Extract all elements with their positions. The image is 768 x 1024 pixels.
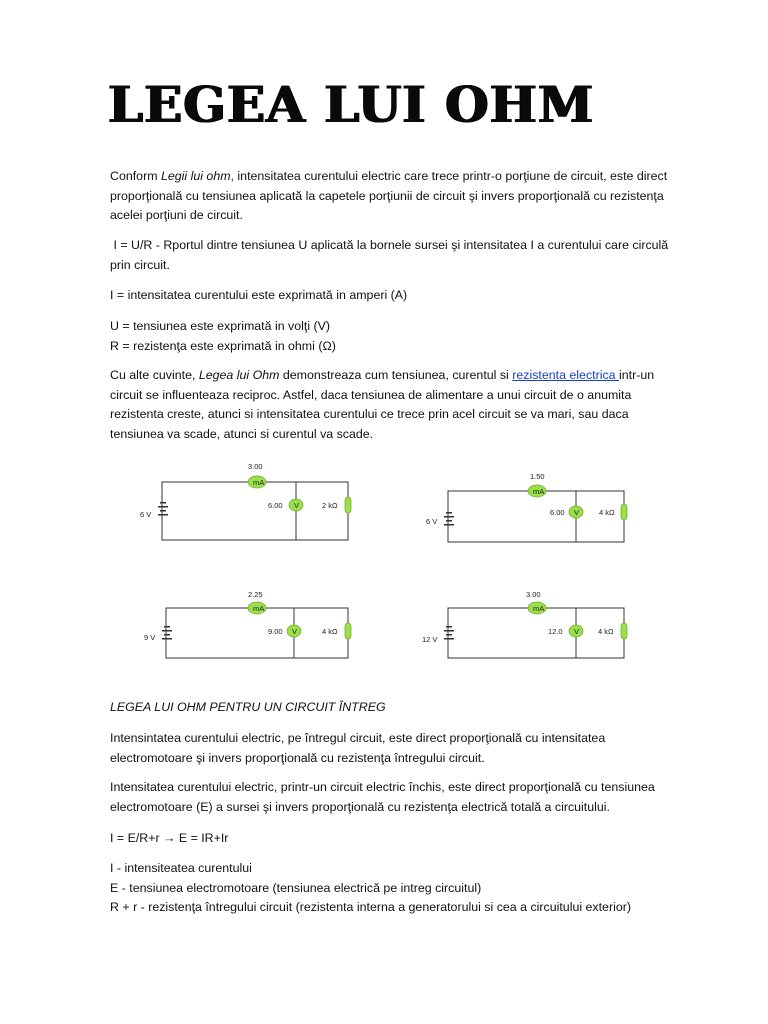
source-voltage: 12 V	[422, 635, 438, 644]
text-line: E - tensiunea electromotoare (tensiunea electrică pe intreg circuitul)	[110, 880, 482, 895]
paragraph-intro	[110, 167, 710, 226]
ammeter-unit: mA	[533, 487, 545, 496]
voltage-reading: 9.00	[268, 627, 283, 636]
paragraph-circuit-inchis	[110, 778, 710, 817]
text-line: I - intensiteatea curentului	[110, 861, 252, 875]
current-reading: 2.25	[248, 590, 263, 599]
italic-term: Legii lui ohm	[160, 169, 231, 183]
page-title: LEGEA LUI OHM	[108, 75, 595, 134]
text-line: circuit se influenteaza reciproc. Astfel, daca tensiunea de alimentare a unui circuit de o anumita	[110, 387, 632, 402]
voltage-reading: 6.00	[550, 508, 565, 517]
text-line: R = rezistenţa este exprimată in ohmi (Ω)	[110, 338, 336, 353]
paragraph-formula	[110, 236, 710, 275]
resistance-value: 4 kΩ	[598, 627, 614, 636]
ammeter-unit: mA	[533, 604, 545, 613]
voltmeter-unit: V	[574, 508, 580, 517]
source-voltage: 6 V	[426, 517, 438, 526]
section-heading	[110, 698, 710, 718]
text-span: demonstreaza cum tensiunea, curentul si	[279, 368, 513, 382]
text-line	[110, 167, 710, 187]
paragraph-circuit-intreg	[110, 729, 710, 768]
voltmeter-unit: V	[574, 627, 580, 636]
paragraph-units	[110, 317, 710, 356]
resistance-value: 4 kΩ	[322, 627, 338, 636]
text-line: electromotoare (E) a sursei şi invers proporţională cu rezistenţa electrică totală a circuitului.	[110, 799, 610, 814]
circuit-diagram-4	[412, 588, 652, 678]
resistance-value: 4 kΩ	[599, 508, 615, 517]
ammeter-unit: mA	[253, 604, 265, 613]
text-line: prin circuit.	[110, 257, 170, 272]
circuit-diagram-3	[130, 588, 370, 678]
resistor-icon	[345, 497, 351, 513]
paragraph-explanation	[110, 366, 710, 444]
resistance-value: 2 kΩ	[322, 501, 338, 510]
resistor-icon	[621, 504, 627, 520]
source-voltage: 9 V	[144, 633, 156, 642]
text-line	[110, 366, 710, 386]
text-span: Cu alte cuvinte,	[110, 368, 199, 382]
text-span: Conform	[110, 169, 161, 183]
text-line: R + r - rezistenţa întregului circuit (rezistenta interna a generatorului si cea a circuitului exterior)	[110, 900, 631, 914]
voltage-reading: 12.0	[548, 627, 563, 636]
text-line: electromotoare şi invers proporţională cu rezistenţa întregului circuit.	[110, 750, 485, 765]
rezistenta-electrica-link[interactable]: rezistenta electrica	[512, 368, 619, 382]
current-reading: 3.00	[248, 462, 263, 471]
italic-term: Legea lui Ohm	[198, 368, 280, 382]
text-line: tensiunea va scade, atunci si curentul va scade.	[110, 426, 374, 441]
section2-heading: LEGEA LUI OHM PENTRU UN CIRCUIT ÎNTREG	[110, 700, 386, 714]
text-line: U = tensiunea este exprimată in volţi (V)	[110, 319, 331, 333]
voltmeter-unit: V	[292, 627, 298, 636]
voltmeter-unit: V	[294, 501, 300, 510]
text-line: I = U/R - Rportul dintre tensiunea U aplicată la bornele sursei şi intensitatea I a curentului care circulă	[110, 238, 669, 252]
circuit-diagram-1	[130, 460, 370, 550]
voltage-reading: 6.00	[268, 501, 283, 510]
current-reading: 1.50	[530, 472, 545, 481]
paragraph-current-unit	[110, 286, 710, 306]
text-line: Intensintatea curentului electric, pe întregul circuit, este direct proporţională cu intensitatea	[110, 731, 606, 745]
text-line: rezistenta creste, atunci si intensitatea curentului ce trece prin acel circuit se va mari, sau daca	[110, 407, 629, 421]
text-line: proporţională cu tensiunea aplicată la capetele porţiunii de circuit şi invers proporţională cu rezistenţa	[110, 188, 664, 203]
ammeter-unit: mA	[253, 478, 265, 487]
text-line: Intensitatea curentului electric, printr-un circuit electric închis, este direct proporţională cu tensiunea	[110, 780, 655, 794]
source-voltage: 6 V	[140, 510, 152, 519]
circuit-diagram-2	[412, 470, 652, 560]
text-span: , intensitatea curentului electric care trece printr-o porţiune de circuit, este direct	[230, 169, 668, 183]
formula-line: I = E/R+r → E = IR+Ir	[110, 831, 229, 845]
text-line: acelei porţiuni de circuit.	[110, 208, 243, 222]
current-reading: 3.00	[526, 590, 541, 599]
paragraph-formula-2	[110, 829, 710, 849]
resistor-icon	[345, 623, 351, 639]
resistor-icon	[621, 623, 627, 639]
paragraph-definitions	[110, 859, 710, 918]
text-line: I = intensitatea curentului este exprimată in amperi (A)	[110, 288, 408, 302]
text-span: intr-un	[619, 368, 655, 382]
